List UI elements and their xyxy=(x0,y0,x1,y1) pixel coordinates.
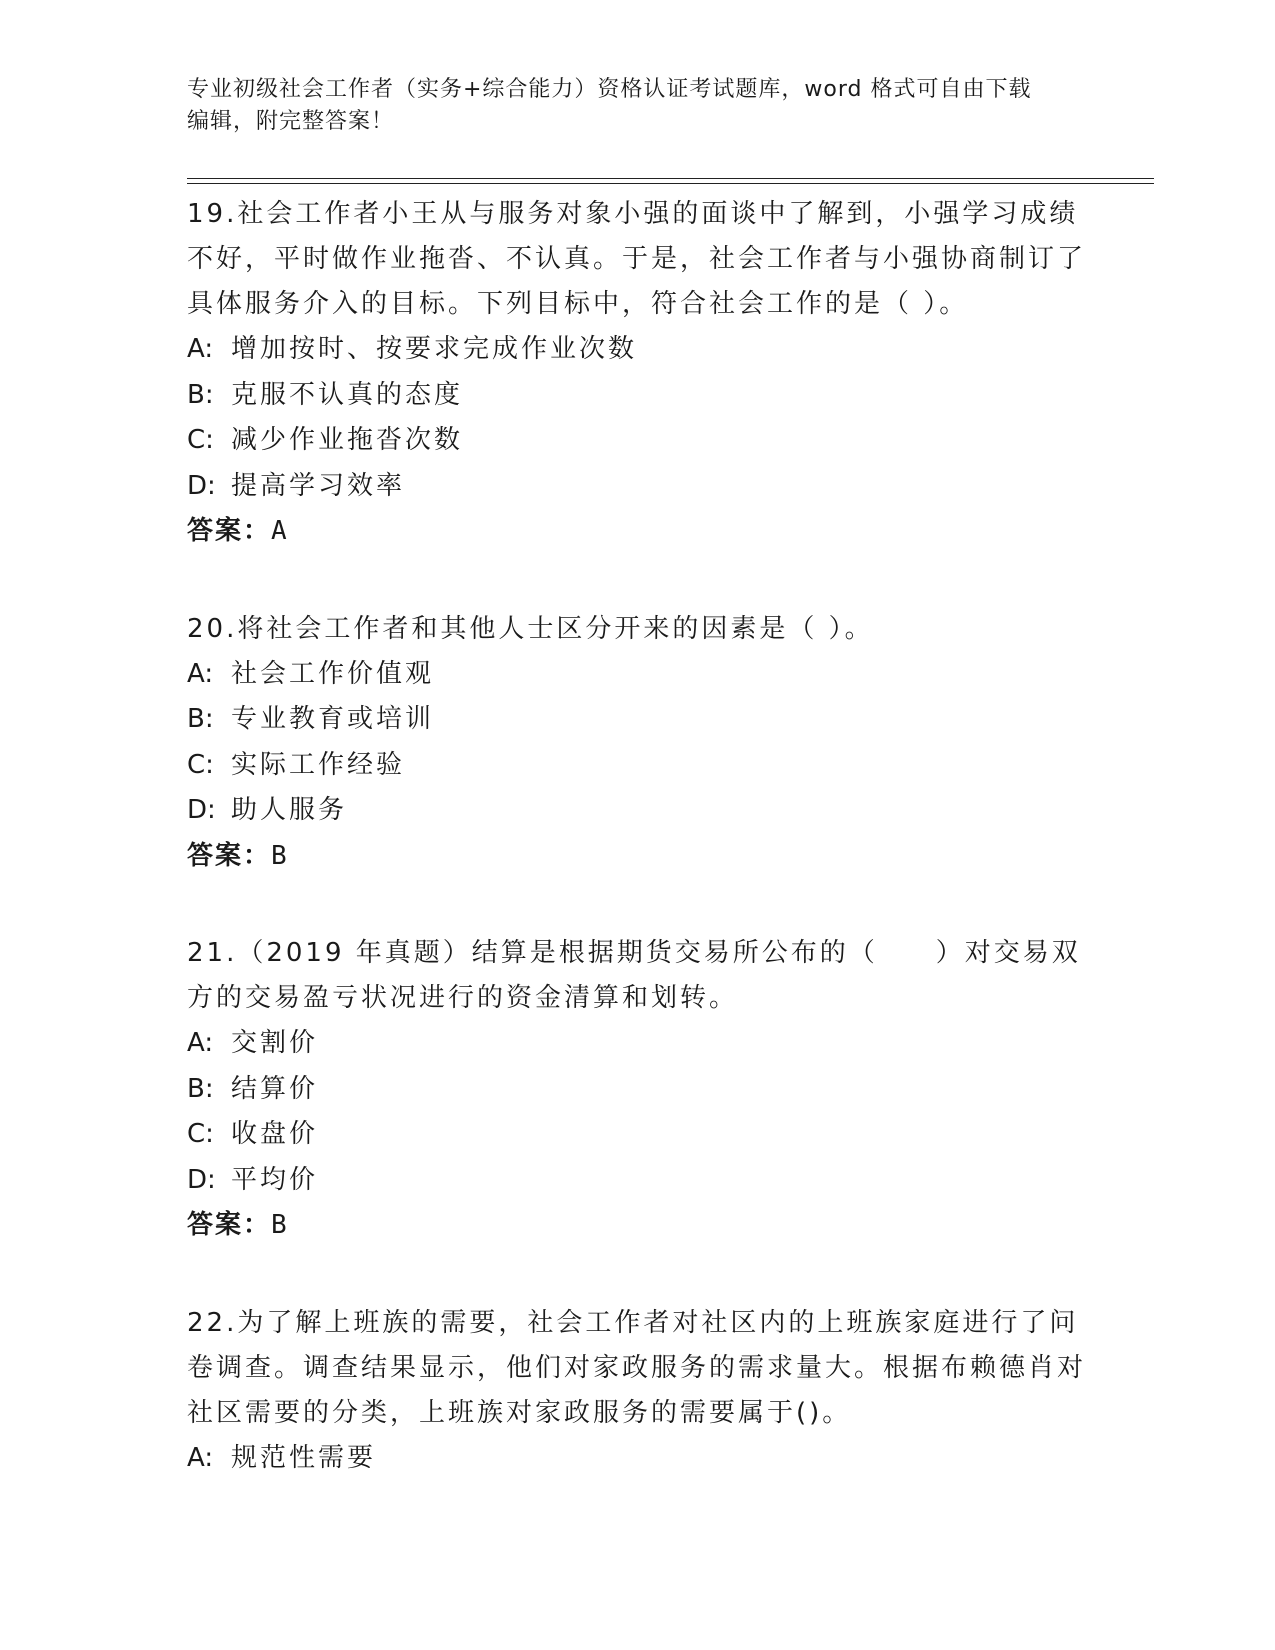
option-c xyxy=(187,1112,1087,1158)
question-19 xyxy=(187,192,1087,555)
option-letter: A: xyxy=(187,334,214,364)
answer-label: 答案： xyxy=(187,516,272,546)
option-text: 助人服务 xyxy=(231,795,348,825)
question-21 xyxy=(187,931,1087,1249)
option-text: 克服不认真的态度 xyxy=(231,379,464,410)
option-letter: A: xyxy=(187,658,214,689)
option-text: 实际工作经验 xyxy=(231,749,406,780)
answer-line xyxy=(187,834,1087,880)
option-b xyxy=(187,1067,1087,1113)
option-letter: B: xyxy=(187,1073,214,1104)
option-letter: C: xyxy=(187,749,214,780)
answer-label: 答案： xyxy=(187,840,272,871)
option-text: 规范性需要 xyxy=(231,1442,377,1473)
option-text: 增加按时、按要求完成作业次数 xyxy=(231,334,638,364)
option-letter: D: xyxy=(187,1164,216,1195)
question-20 xyxy=(187,607,1087,880)
option-text: 收盘价 xyxy=(231,1119,319,1149)
option-a xyxy=(187,327,1087,373)
option-letter: C: xyxy=(187,1119,214,1149)
option-c xyxy=(187,418,1087,464)
option-text: 社会工作价值观 xyxy=(231,658,435,689)
option-text: 平均价 xyxy=(231,1164,319,1195)
question-stem: 21.（2019 年真题）结算是根据期货交易所公布的（ ）对交易双方的交易盈亏状况进行的资金清算和划转。 xyxy=(187,938,1081,1013)
option-text: 结算价 xyxy=(231,1073,319,1104)
answer-value: A xyxy=(271,516,289,546)
option-text: 交割价 xyxy=(231,1028,319,1058)
option-a xyxy=(187,1436,1087,1482)
option-a xyxy=(187,652,1087,698)
option-d xyxy=(187,464,1087,510)
question-stem: 20.将社会工作者和其他人士区分开来的因素是（ ）。 xyxy=(187,613,874,644)
answer-line xyxy=(187,1203,1087,1249)
question-22 xyxy=(187,1301,1087,1482)
option-letter: C: xyxy=(187,425,214,455)
option-letter: D: xyxy=(187,795,216,825)
answer-value: B xyxy=(271,1210,289,1240)
option-letter: D: xyxy=(187,470,216,501)
document-header xyxy=(187,74,1087,138)
header-divider-top xyxy=(187,178,1154,179)
option-letter: B: xyxy=(187,379,214,410)
option-text: 减少作业拖沓次数 xyxy=(231,425,464,455)
option-d xyxy=(187,1158,1087,1204)
option-b xyxy=(187,697,1087,743)
option-letter: B: xyxy=(187,704,214,734)
option-text: 专业教育或培训 xyxy=(231,704,435,734)
option-letter: A: xyxy=(187,1442,214,1473)
option-letter: A: xyxy=(187,1028,214,1058)
option-c xyxy=(187,743,1087,789)
answer-label: 答案： xyxy=(187,1210,272,1240)
question-stem: 19.社会工作者小王从与服务对象小强的面谈中了解到，小强学习成绩不好，平时做作业拖沓、不认真。于是，社会工作者与小强协商制订了具体服务介入的目标。下列目标中，符合社会工作的是（ ）。 xyxy=(187,199,1087,319)
option-b xyxy=(187,373,1087,419)
header-line-2: 编辑，附完整答案！ xyxy=(187,109,395,134)
answer-line xyxy=(187,509,1087,555)
answer-value: B xyxy=(271,840,289,871)
option-a xyxy=(187,1021,1087,1067)
header-divider-bottom xyxy=(187,183,1154,184)
option-d xyxy=(187,788,1087,834)
question-stem: 22.为了解上班族的需要，社会工作者对社区内的上班族家庭进行了问卷调查。调查结果显示，他们对家政服务的需求量大。根据布赖德肖对社区需要的分类，上班族对家政服务的需要属于()。 xyxy=(187,1307,1087,1428)
option-text: 提高学习效率 xyxy=(231,470,406,501)
question-list xyxy=(187,192,1087,1533)
header-line-1: 专业初级社会工作者（实务+综合能力）资格认证考试题库，word 格式可自由下载 xyxy=(187,77,1032,102)
